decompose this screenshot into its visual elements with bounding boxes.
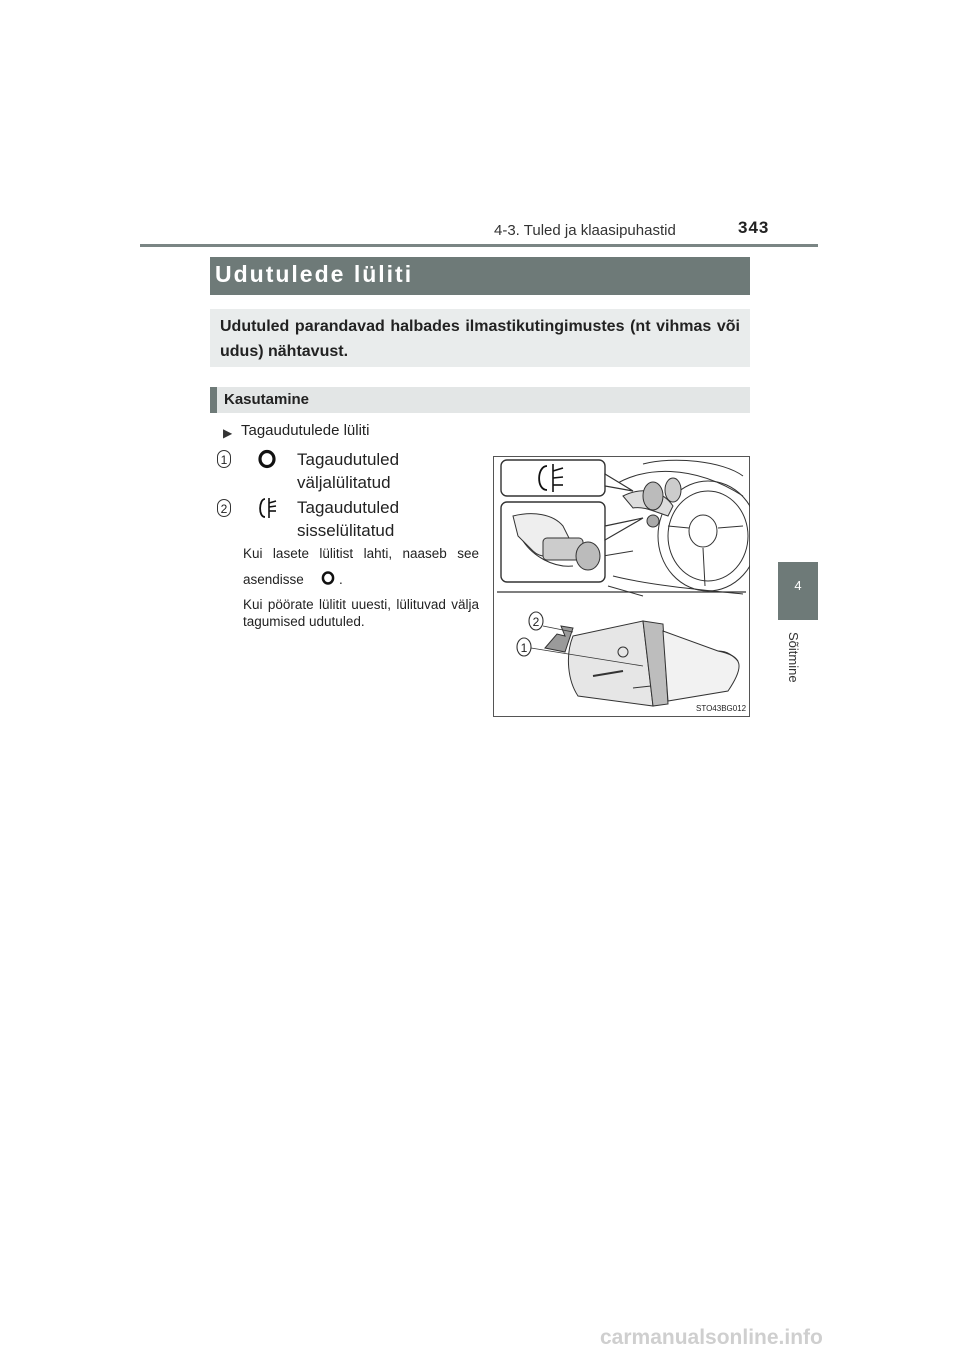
callout-number-1 [517, 638, 531, 656]
watermark: carmanualsonline.info [600, 1326, 823, 1349]
section-title: Udutulede lüliti [215, 261, 414, 287]
svg-text:2: 2 [532, 615, 540, 629]
item-number-2: 2 [217, 499, 231, 517]
item-number-1: 1 [217, 450, 231, 468]
fog-light-off-icon [256, 448, 278, 470]
bullet-arrow-icon: ▶ [223, 426, 233, 440]
note-release-line2: asendisse [243, 572, 304, 587]
bullet-text: Tagaudutulede lüliti [241, 422, 370, 439]
page-number: 343 [738, 218, 770, 237]
rear-fog-light-icon [256, 496, 280, 520]
item-1-label: Tagaudutuled väljalülitatud [297, 450, 400, 492]
item-2-label: Tagaudutuled sisselülitatud [297, 498, 400, 540]
note-release-line1: Kui lasete lülitist lahti, naaseb see [243, 546, 479, 561]
note-turn-again: Kui pöörate lülitit uuesti, lülituvad välja tagumised udutuled. [243, 597, 479, 629]
header-divider [140, 244, 818, 247]
fog-switch-illustration [493, 456, 750, 717]
chapter-heading: 4-3. Tuled ja klaasipuhastid [494, 222, 676, 239]
svg-text:1: 1 [520, 641, 528, 655]
fog-light-off-icon [320, 570, 336, 586]
note-release-period: . [339, 572, 343, 587]
callout-number-2 [529, 612, 543, 630]
figure-code: STO43BG012 [696, 704, 747, 713]
chapter-tab-number: 4 [794, 578, 802, 593]
intro-text: Udutuled parandavad halbades ilmastikutingimustes (nt vihmas või udus) nähtavust. [220, 318, 740, 360]
chapter-tab-label: Sõitmine [786, 632, 801, 683]
subsection-title: Kasutamine [224, 391, 310, 408]
